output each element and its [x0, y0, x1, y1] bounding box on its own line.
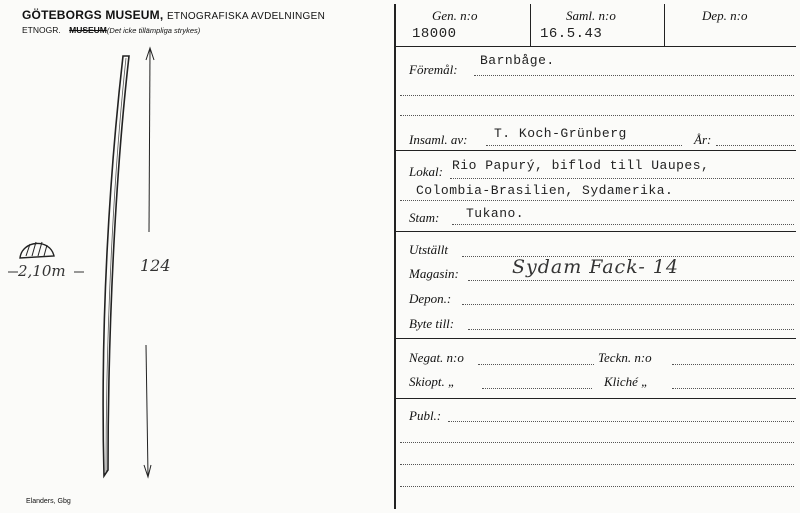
foremal-line-3: [400, 115, 794, 116]
utstallt-label: Utställt: [409, 242, 449, 257]
cross-section: [20, 243, 54, 258]
foremal-label: Föremål:: [409, 62, 458, 77]
insaml-label: Insaml. av:: [409, 132, 468, 147]
strike-note: (Det icke tillämpliga strykes): [106, 26, 201, 35]
ar-label: År:: [694, 132, 712, 147]
foremal-line-2: [400, 95, 794, 96]
lokal-label: Lokal:: [409, 164, 443, 179]
struck-museum: MUSEUM: [69, 25, 107, 35]
stam-value: Tukano.: [466, 206, 525, 221]
magasin-line: [468, 280, 794, 281]
publ-line-4: [400, 486, 794, 487]
kliche-line: [672, 388, 794, 389]
length-arrow-upper: [149, 50, 150, 232]
negat-label: Negat. n:o: [409, 350, 464, 365]
col-sep-1: [530, 4, 531, 46]
gen-label: Gen. n:o: [432, 8, 478, 23]
insaml-value: T. Koch-Grünberg: [494, 126, 627, 141]
department-name: ETNOGRAFISKA AVDELNINGEN: [166, 11, 326, 22]
lokal-line-2: [400, 200, 794, 201]
bow-drawing: [0, 0, 394, 513]
top-row-line: [396, 46, 796, 47]
skiopt-label: Skiopt. „: [409, 374, 456, 389]
lokal-value-1: Rio Papurý, biflod till Uaupes,: [452, 158, 710, 173]
col-sep-2: [664, 4, 665, 46]
museum-name: GÖTEBORGS MUSEUM,: [22, 8, 164, 22]
magasin-value: Sydam Fack- 14: [512, 256, 679, 278]
insaml-line: [486, 145, 682, 146]
section-line-4: [396, 398, 796, 399]
magasin-label: Magasin:: [409, 266, 459, 281]
etnogr-label: ETNOGR.: [22, 25, 61, 35]
byte-label: Byte till:: [409, 316, 455, 331]
stam-line: [452, 224, 794, 225]
foremal-line: [474, 75, 794, 76]
lokal-value-2: Colombia-Brasilien, Sydamerika.: [416, 183, 674, 198]
byte-line: [468, 329, 794, 330]
depon-line: [462, 304, 794, 305]
ar-line: [716, 145, 794, 146]
saml-label: Saml. n:o: [566, 8, 616, 23]
section-line-3: [396, 338, 796, 339]
width-note: 2,10m: [18, 262, 66, 280]
section-line-1: [396, 150, 796, 151]
skiopt-line: [482, 388, 592, 389]
teckn-label: Teckn. n:o: [598, 350, 652, 365]
saml-value: 16.5.43: [540, 26, 603, 42]
printer-imprint: Elanders, Gbg: [26, 498, 71, 505]
foremal-value: Barnbåge.: [480, 53, 555, 68]
negat-line: [478, 364, 594, 365]
lokal-line-1: [450, 178, 794, 179]
publ-label: Publ.:: [409, 408, 442, 423]
publ-line-1: [448, 421, 794, 422]
length-arrow-lower: [146, 345, 148, 475]
bow-outline: [103, 56, 129, 476]
section-line-2: [396, 231, 796, 232]
length-note: 124: [140, 256, 171, 275]
stam-label: Stam:: [409, 210, 440, 225]
dep-label: Dep. n:o: [702, 8, 748, 23]
depon-label: Depon.:: [409, 291, 452, 306]
gen-value: 18000: [412, 26, 457, 42]
kliche-label: Kliché „: [604, 374, 649, 389]
teckn-line: [672, 364, 794, 365]
publ-line-3: [400, 464, 794, 465]
publ-line-2: [400, 442, 794, 443]
card-divider: [394, 4, 396, 509]
